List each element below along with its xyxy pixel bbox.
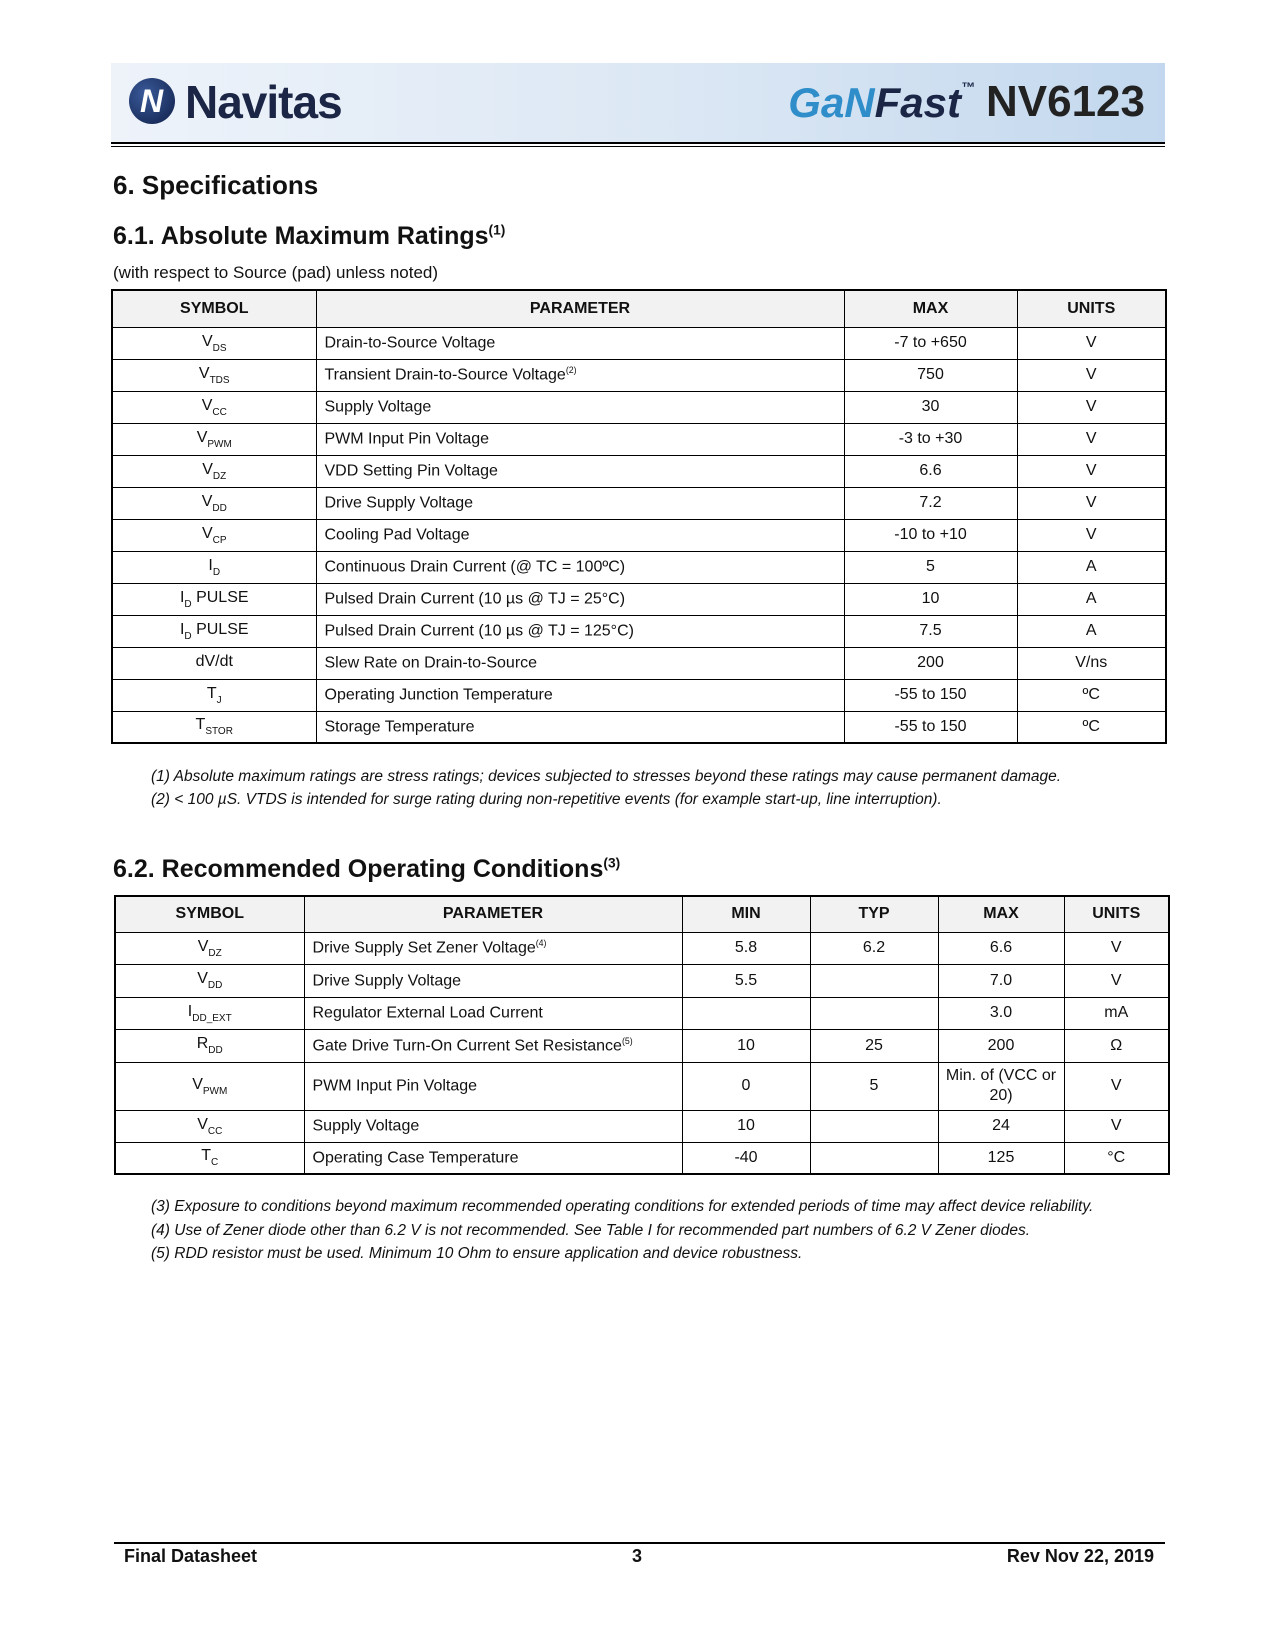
table-cell bbox=[112, 359, 316, 391]
symbol: V bbox=[202, 460, 213, 478]
symbol-subscript: CP bbox=[212, 534, 227, 546]
table-cell bbox=[304, 1029, 682, 1062]
table-cell bbox=[115, 932, 304, 964]
table-row bbox=[112, 391, 1166, 423]
col-header: MIN bbox=[682, 896, 810, 932]
table-row bbox=[112, 711, 1166, 743]
table-cell bbox=[115, 1110, 304, 1142]
col-header: UNITS bbox=[1064, 896, 1169, 932]
abs-max-title: 6.1. Absolute Maximum Ratings$^{(1)}$ bbox=[113, 222, 506, 250]
footnote: (2) < 100 µS. VTDS is intended for surge rating during non-repetitive events (for example start-up, line interruption). bbox=[151, 791, 942, 808]
parameter-text: Regulator External Load Current bbox=[312, 1004, 543, 1022]
rec-op-table bbox=[114, 895, 1170, 1175]
symbol: V bbox=[201, 492, 213, 510]
table-cell: 25 bbox=[810, 1029, 938, 1062]
symbol: I bbox=[187, 1002, 193, 1020]
table-cell: A bbox=[1017, 583, 1166, 615]
table-cell: 24 bbox=[938, 1110, 1064, 1142]
navitas-logo-icon: N bbox=[129, 78, 175, 124]
table-cell bbox=[316, 327, 844, 359]
parameter-text: Operating Junction Temperature bbox=[324, 686, 553, 704]
table-cell: V bbox=[1017, 519, 1166, 551]
table-cell bbox=[112, 647, 316, 679]
table-cell bbox=[316, 679, 844, 711]
table-cell: -55 to 150 bbox=[844, 679, 1017, 711]
table-row bbox=[115, 1142, 1169, 1174]
symbol: T bbox=[201, 1147, 212, 1165]
symbol-subscript: D bbox=[212, 566, 221, 578]
table-cell: 6.2 bbox=[810, 932, 938, 964]
table-cell: 7.2 bbox=[844, 487, 1017, 519]
table-cell: 7.0 bbox=[938, 964, 1064, 997]
table-cell bbox=[304, 997, 682, 1029]
symbol-subscript: CC bbox=[212, 406, 227, 418]
col-header: MAX bbox=[938, 896, 1064, 932]
parameter-text: Drain-to-Source Voltage bbox=[324, 334, 496, 352]
footer-divider bbox=[114, 1542, 1165, 1544]
table-cell: 10 bbox=[682, 1110, 810, 1142]
footnote: (1) Absolute maximum ratings are stress ratings; devices subjected to stresses beyond these ratings may cause permanent damage. bbox=[151, 768, 1062, 785]
symbol-subscript: DZ bbox=[212, 470, 227, 482]
table-cell: Ω bbox=[1064, 1029, 1169, 1062]
table-cell: V bbox=[1064, 932, 1169, 964]
table-cell: 200 bbox=[938, 1029, 1064, 1062]
table-cell bbox=[810, 964, 938, 997]
brand-name: Navitas bbox=[185, 76, 342, 128]
table-cell: 10 bbox=[844, 583, 1017, 615]
table-cell: A bbox=[1017, 615, 1166, 647]
symbol: I bbox=[179, 588, 185, 606]
table-row bbox=[112, 647, 1166, 679]
table-cell: 6.6 bbox=[938, 932, 1064, 964]
symbol-subscript: TDS bbox=[209, 374, 230, 386]
parameter-text: Pulsed Drain Current (10 µs @ TJ = 125°C) bbox=[324, 622, 634, 640]
table-cell bbox=[304, 964, 682, 997]
symbol: dV/dt bbox=[195, 652, 233, 670]
table-cell bbox=[112, 487, 316, 519]
table-cell: V bbox=[1064, 1062, 1169, 1110]
col-header: PARAMETER bbox=[316, 290, 844, 327]
table-cell: 5.5 bbox=[682, 964, 810, 997]
table-cell bbox=[304, 1142, 682, 1174]
table-cell bbox=[316, 711, 844, 743]
symbol: V bbox=[197, 937, 209, 955]
table-cell bbox=[115, 997, 304, 1029]
table-row bbox=[112, 487, 1166, 519]
symbol-subscript: PWM bbox=[202, 1085, 228, 1097]
table-cell: V bbox=[1017, 487, 1166, 519]
table-row bbox=[112, 679, 1166, 711]
product-logo: GaNFast™ bbox=[788, 79, 975, 126]
symbol-subscript: CC bbox=[207, 1125, 223, 1137]
table-cell bbox=[115, 1142, 304, 1174]
table-cell bbox=[316, 487, 844, 519]
symbol: T bbox=[195, 716, 206, 734]
table-cell bbox=[304, 932, 682, 964]
parameter-text: PWM Input Pin Voltage bbox=[312, 1077, 478, 1095]
table-row bbox=[112, 583, 1166, 615]
table-cell: 750 bbox=[844, 359, 1017, 391]
symbol: V bbox=[196, 428, 208, 446]
symbol-subscript: STOR bbox=[205, 726, 233, 738]
parameter-text: Cooling Pad Voltage bbox=[324, 526, 470, 544]
table-cell: V bbox=[1064, 964, 1169, 997]
parameter-text: Drive Supply Voltage bbox=[312, 972, 462, 990]
table-row bbox=[115, 964, 1169, 997]
symbol: V bbox=[192, 1075, 203, 1093]
abs-max-subtitle: (with respect to Source (pad) unless noted) bbox=[113, 263, 439, 282]
table-row bbox=[115, 1062, 1169, 1110]
symbol-subscript: J bbox=[216, 694, 222, 706]
table-cell bbox=[304, 1062, 682, 1110]
table-row bbox=[115, 932, 1169, 964]
table-cell: ºC bbox=[1017, 679, 1166, 711]
table-cell bbox=[112, 391, 316, 423]
page-number: 3 bbox=[632, 1546, 643, 1566]
note-ref: (4) bbox=[535, 938, 547, 949]
parameter-text: Drive Supply Set Zener Voltage bbox=[312, 939, 536, 957]
col-header: UNITS bbox=[1017, 290, 1166, 327]
parameter-text: Operating Case Temperature bbox=[312, 1149, 519, 1167]
col-header: MAX bbox=[844, 290, 1017, 327]
table-cell bbox=[112, 551, 316, 583]
symbol-subscript: C bbox=[211, 1157, 219, 1169]
symbol-subscript: DD bbox=[208, 1045, 223, 1056]
parameter-text: Supply Voltage bbox=[324, 398, 432, 416]
header-banner bbox=[111, 63, 1165, 142]
table-cell: 5.8 bbox=[682, 932, 810, 964]
symbol: I bbox=[179, 620, 185, 638]
table-cell: V bbox=[1064, 1110, 1169, 1142]
symbol: V bbox=[201, 332, 213, 350]
table-cell: 0 bbox=[682, 1062, 810, 1110]
table-cell bbox=[810, 1110, 938, 1142]
table-cell bbox=[316, 359, 844, 391]
table-cell: V bbox=[1017, 455, 1166, 487]
parameter-text: Storage Temperature bbox=[324, 718, 475, 736]
table-cell bbox=[316, 519, 844, 551]
footer-revision: Rev Nov 22, 2019 bbox=[1006, 1546, 1154, 1566]
parameter-text: PWM Input Pin Voltage bbox=[324, 430, 490, 448]
table-cell bbox=[112, 423, 316, 455]
table-cell: 7.5 bbox=[844, 615, 1017, 647]
table-cell bbox=[682, 997, 810, 1029]
parameter-text: Slew Rate on Drain-to-Source bbox=[324, 654, 538, 672]
table-cell bbox=[316, 423, 844, 455]
table-cell bbox=[316, 583, 844, 615]
table-cell bbox=[112, 519, 316, 551]
table-row bbox=[115, 1110, 1169, 1142]
table-cell bbox=[112, 583, 316, 615]
header-divider bbox=[111, 142, 1165, 147]
table-cell bbox=[112, 711, 316, 743]
table-row bbox=[112, 519, 1166, 551]
symbol-subscript: D bbox=[184, 598, 192, 610]
table-cell bbox=[316, 551, 844, 583]
abs-max-table bbox=[111, 289, 1167, 744]
table-row bbox=[115, 997, 1169, 1029]
table-cell: -3 to +30 bbox=[844, 423, 1017, 455]
note-ref: (5) bbox=[621, 1035, 633, 1046]
symbol: T bbox=[206, 684, 217, 702]
table-header-row bbox=[115, 896, 1169, 932]
table-row bbox=[115, 1029, 1169, 1062]
footnote: (4) Use of Zener diode other than 6.2 V is not recommended. See Table I for recommended part numbers of 6.2 V Zener diodes. bbox=[151, 1222, 1031, 1239]
table-row bbox=[112, 615, 1166, 647]
symbol: V bbox=[201, 396, 213, 414]
table-cell bbox=[112, 455, 316, 487]
table-cell bbox=[115, 964, 304, 997]
table-cell: mA bbox=[1064, 997, 1169, 1029]
note-ref: (2) bbox=[565, 365, 577, 376]
col-header: SYMBOL bbox=[112, 290, 316, 327]
table-cell: V bbox=[1017, 327, 1166, 359]
table-cell bbox=[810, 997, 938, 1029]
table-cell: 10 bbox=[682, 1029, 810, 1062]
table-cell: -55 to 150 bbox=[844, 711, 1017, 743]
table-cell: V bbox=[1017, 359, 1166, 391]
table-cell bbox=[316, 391, 844, 423]
symbol: I bbox=[208, 556, 213, 574]
table-cell: A bbox=[1017, 551, 1166, 583]
table-row bbox=[112, 359, 1166, 391]
symbol-suffix: PULSE bbox=[191, 588, 249, 606]
section-title: 6. Specifications bbox=[113, 170, 319, 200]
table-cell bbox=[316, 455, 844, 487]
table-cell: Min. of (VCC or 20) bbox=[938, 1062, 1064, 1110]
footer-doc-type: Final Datasheet bbox=[124, 1546, 258, 1566]
symbol-subscript: DD_EXT bbox=[192, 1012, 232, 1024]
symbol-subscript: DS bbox=[212, 342, 227, 354]
parameter-text: Transient Drain-to-Source Voltage bbox=[324, 366, 566, 384]
table-cell: 5 bbox=[844, 551, 1017, 583]
table-cell: V bbox=[1017, 391, 1166, 423]
table-row bbox=[112, 327, 1166, 359]
symbol-subscript: PWM bbox=[207, 438, 232, 450]
symbol-subscript: DD bbox=[207, 980, 223, 991]
table-row bbox=[112, 423, 1166, 455]
table-cell: V bbox=[1017, 423, 1166, 455]
parameter-text: VDD Setting Pin Voltage bbox=[324, 462, 498, 480]
table-cell bbox=[112, 327, 316, 359]
table-cell bbox=[810, 1142, 938, 1174]
table-cell bbox=[316, 615, 844, 647]
symbol-subscript: D bbox=[184, 630, 192, 642]
table-row bbox=[112, 455, 1166, 487]
col-header: PARAMETER bbox=[304, 896, 682, 932]
table-cell: 3.0 bbox=[938, 997, 1064, 1029]
symbol-suffix: PULSE bbox=[191, 620, 249, 638]
footnote: (3) Exposure to conditions beyond maximum recommended operating conditions for extended periods of time may affect device reliability. bbox=[151, 1198, 1094, 1215]
table-cell: -7 to +650 bbox=[844, 327, 1017, 359]
symbol: R bbox=[196, 1035, 209, 1052]
table-cell bbox=[112, 615, 316, 647]
table-cell: 200 bbox=[844, 647, 1017, 679]
table-cell bbox=[112, 679, 316, 711]
table-cell: 30 bbox=[844, 391, 1017, 423]
symbol-subscript: DD bbox=[212, 502, 227, 514]
symbol: V bbox=[197, 970, 208, 987]
col-header: TYP bbox=[810, 896, 938, 932]
parameter-text: Continuous Drain Current (@ TC = 100ºC) bbox=[324, 558, 626, 576]
symbol: V bbox=[197, 1115, 208, 1133]
parameter-text: Gate Drive Turn-On Current Set Resistance bbox=[312, 1037, 622, 1055]
table-cell: 6.6 bbox=[844, 455, 1017, 487]
parameter-text: Supply Voltage bbox=[312, 1117, 420, 1135]
symbol: V bbox=[201, 524, 213, 542]
table-cell: -40 bbox=[682, 1142, 810, 1174]
footnote: (5) RDD resistor must be used. Minimum 10 Ohm to ensure application and device robustness. bbox=[151, 1245, 803, 1262]
table-cell bbox=[115, 1062, 304, 1110]
symbol-subscript: DZ bbox=[208, 947, 222, 959]
table-row bbox=[112, 551, 1166, 583]
table-cell: 125 bbox=[938, 1142, 1064, 1174]
rec-op-title: 6.2. Recommended Operating Conditions$^{(3)}$ bbox=[113, 855, 621, 883]
table-header-row bbox=[112, 290, 1166, 327]
table-cell: 5 bbox=[810, 1062, 938, 1110]
col-header: SYMBOL bbox=[115, 896, 304, 932]
part-number: NV6123 bbox=[985, 77, 1145, 126]
table-cell: -10 to +10 bbox=[844, 519, 1017, 551]
table-cell bbox=[316, 647, 844, 679]
table-cell bbox=[304, 1110, 682, 1142]
table-cell: ºC bbox=[1017, 711, 1166, 743]
symbol: V bbox=[198, 364, 210, 382]
table-cell bbox=[115, 1029, 304, 1062]
table-cell: V/ns bbox=[1017, 647, 1166, 679]
parameter-text: Drive Supply Voltage bbox=[324, 494, 474, 512]
parameter-text: Pulsed Drain Current (10 µs @ TJ = 25°C) bbox=[324, 590, 626, 608]
table-cell: °C bbox=[1064, 1142, 1169, 1174]
